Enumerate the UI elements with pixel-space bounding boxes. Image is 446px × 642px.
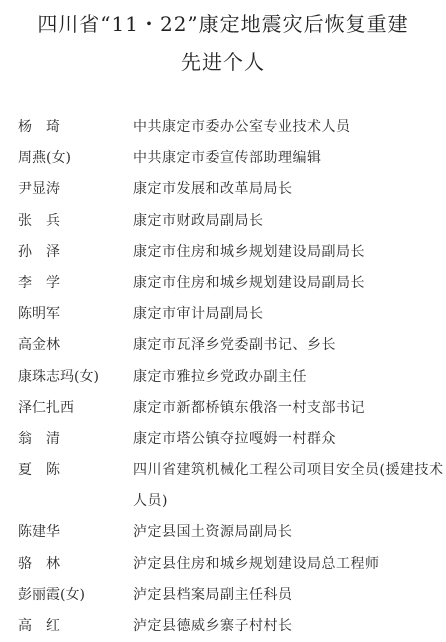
list-item	[0, 362, 446, 393]
list-item	[0, 424, 446, 455]
person-name: 高 红	[18, 618, 60, 635]
document-title-line-1: 四川省“11・22”康定地震灾后恢复重建	[37, 12, 409, 36]
person-name: 陈明军	[18, 306, 60, 323]
person-name: 尹显涛	[18, 181, 60, 198]
person-name: 高金林	[18, 337, 60, 354]
person-name: 骆 林	[18, 555, 60, 572]
person-name: 翁 清	[18, 430, 60, 447]
person-position: 康定市新都桥镇东俄洛一村支部书记	[133, 399, 365, 416]
person-name: 彭丽霞(女)	[18, 586, 85, 603]
person-position: 泸定县国土资源局副局长	[133, 524, 293, 541]
person-position: 康定市塔公镇夺拉嘎姆一村群众	[133, 430, 336, 447]
list-item	[0, 580, 446, 611]
person-name: 孙 泽	[18, 243, 60, 260]
person-position: 四川省建筑机械化工程公司项目安全员(援建技术人员)	[133, 462, 444, 510]
honoree-list	[0, 112, 446, 642]
document-title-line-2: 先进个人	[181, 50, 265, 74]
person-position: 泸定县住房和城乡规划建设局总工程师	[133, 555, 380, 572]
list-item	[0, 299, 446, 330]
person-position: 康定市瓦泽乡党委副书记、乡长	[133, 337, 336, 354]
person-position: 中共康定市委宣传部助理编辑	[133, 150, 322, 167]
person-position: 中共康定市委办公室专业技术人员	[133, 119, 351, 135]
person-name: 康珠志玛(女)	[18, 368, 99, 385]
list-item	[0, 455, 446, 517]
list-item	[0, 330, 446, 361]
person-position: 泸定县德威乡寨子村村长	[133, 618, 293, 635]
person-position: 康定市发展和改革局局长	[133, 181, 293, 198]
list-item	[0, 517, 446, 548]
person-name: 杨 琦	[18, 119, 60, 135]
person-position: 康定市住房和城乡规划建设局副局长	[133, 274, 365, 291]
list-item	[0, 268, 446, 299]
list-item	[0, 112, 446, 143]
person-position: 康定市财政局副局长	[133, 212, 264, 229]
list-item	[0, 174, 446, 205]
person-position: 泸定县档案局副主任科员	[133, 586, 293, 603]
list-item	[0, 206, 446, 237]
person-position: 康定市审计局副局长	[133, 306, 264, 323]
person-name: 李 学	[18, 274, 60, 291]
person-name: 周燕(女)	[18, 150, 71, 167]
person-position: 康定市雅拉乡党政办副主任	[133, 368, 307, 385]
person-name: 泽仁扎西	[18, 399, 74, 416]
list-item	[0, 143, 446, 174]
person-name: 陈建华	[18, 524, 60, 541]
list-item	[0, 549, 446, 580]
person-position: 康定市住房和城乡规划建设局副局长	[133, 243, 365, 260]
person-name: 夏 陈	[18, 462, 60, 479]
list-item	[0, 393, 446, 424]
list-item	[0, 237, 446, 268]
person-name: 张 兵	[18, 212, 60, 229]
list-item	[0, 611, 446, 642]
